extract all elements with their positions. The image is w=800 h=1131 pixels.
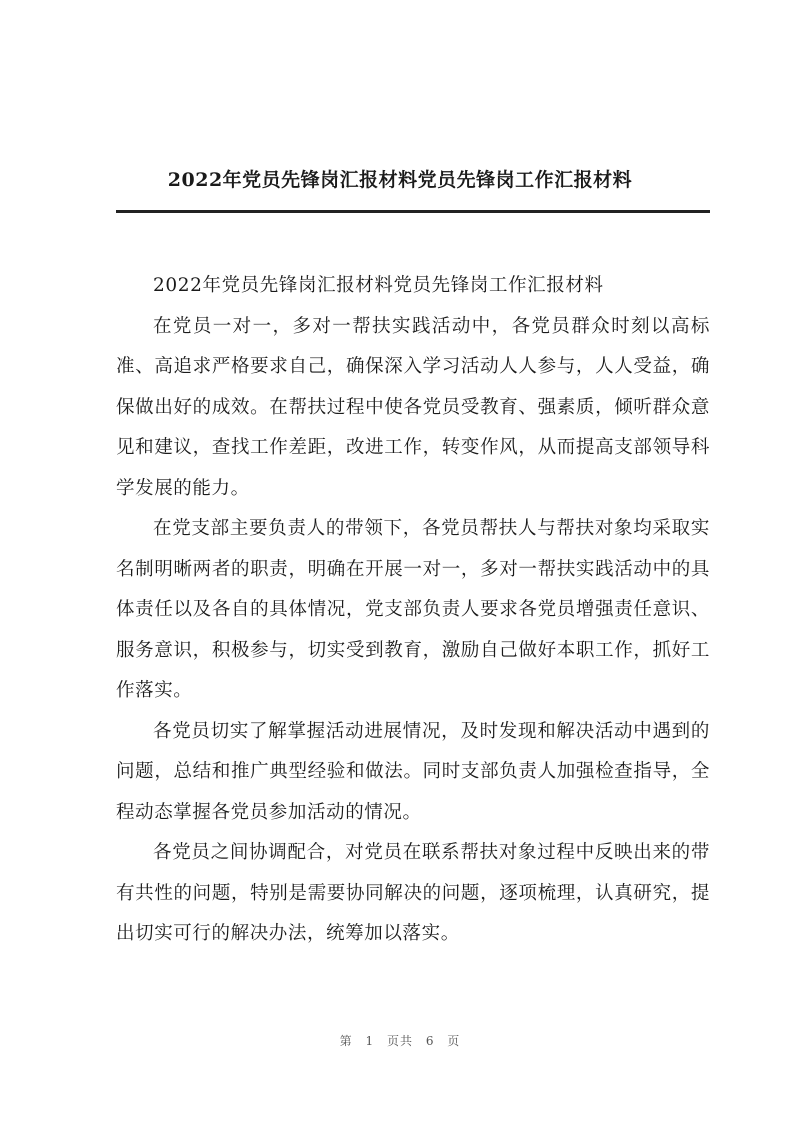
paragraph-5: 各党员之间协调配合，对党员在联系帮扶对象过程中反映出来的带有共性的问题，特别是需要协同解决的问题，逐项梳理，认真研究，提出切实可行的解决办法，统筹加以落实。 (116, 842, 710, 944)
paragraph-2: 在党员一对一，多对一帮扶实践活动中，各党员群众时刻以高标准、高追求严格要求自己，确保深入学习活动人人参与，人人受益，确保做出好的成效。在帮扶过程中使各党员受教育、强素质，倾听群众意见和建议，查找工作差距，改进工作，转变作风，从而提高支部领导科学发展的能力。 (116, 315, 710, 499)
paragraph-1: 2022年党员先锋岗汇报材料党员先锋岗工作汇报材料 (153, 275, 604, 296)
page-prefix: 第 (339, 1034, 353, 1048)
page-footer (0, 1032, 800, 1050)
title-divider (116, 210, 710, 213)
page-middle-text: 页共 (386, 1034, 413, 1048)
paragraph-4: 各党员切实了解掌握活动进展情况，及时发现和解决活动中遇到的问题，总结和推广典型经验和做法。同时支部负责人加强检查指导，全程动态掌握各党员参加活动的情况。 (116, 720, 710, 823)
document-title: 2022年党员先锋岗汇报材料党员先锋岗工作汇报材料 (167, 169, 633, 191)
current-page-number: 1 (365, 1034, 375, 1048)
document-body (116, 266, 710, 955)
page-suffix: 页 (447, 1034, 461, 1048)
total-pages-number: 6 (425, 1034, 435, 1048)
paragraph-3: 在党支部主要负责人的带领下，各党员帮扶人与帮扶对象均采取实名制明晰两者的职责，明确在开展一对一，多对一帮扶实践活动中的具体责任以及各自的具体情况，党支部负责人要求各党员增强责任意识、服务意识，积极参与，切实受到教育，激励自己做好本职工作，抓好工作落实。 (116, 518, 710, 701)
